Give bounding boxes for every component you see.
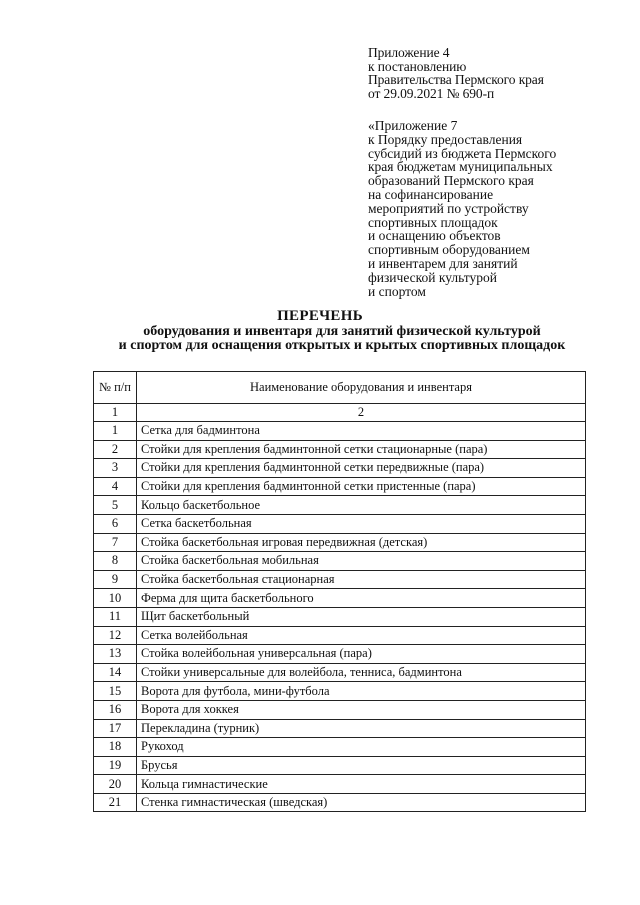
annex-line: Приложение 4	[368, 45, 450, 60]
annex7-line: «Приложение 7	[368, 118, 458, 133]
row-equipment-name: Сетка баскетбольная	[137, 514, 586, 533]
row-number: 7	[94, 533, 137, 552]
row-number: 2	[94, 440, 137, 459]
annex7-line: и спортом	[368, 283, 426, 299]
annex-line: от 29.09.2021 № 690-п	[368, 85, 495, 101]
row-number: 8	[94, 552, 137, 571]
table-row	[94, 663, 586, 682]
row-number: 11	[94, 607, 137, 626]
table-row	[94, 422, 586, 441]
row-equipment-name: Стойка баскетбольная стационарная	[137, 570, 586, 589]
row-number: 17	[94, 719, 137, 738]
column-numbering-row	[94, 404, 586, 422]
annex7-line: на софинансирование	[368, 186, 494, 202]
column-header-number: № п/п	[94, 372, 137, 404]
table-row	[94, 775, 586, 794]
row-number: 15	[94, 682, 137, 701]
column-header-name: Наименование оборудования и инвентаря	[137, 372, 586, 404]
column-number-1: 1	[94, 404, 137, 422]
table-row	[94, 719, 586, 738]
row-equipment-name: Брусья	[137, 756, 586, 775]
row-equipment-name: Ворота для хоккея	[137, 700, 586, 719]
table-row	[94, 793, 586, 812]
annex7-line: спортивным оборудованием	[368, 242, 530, 258]
annex7-line: спортивных площадок	[368, 214, 498, 230]
row-equipment-name: Стойка баскетбольная мобильная	[137, 552, 586, 571]
table-row	[94, 570, 586, 589]
row-equipment-name: Стойка баскетбольная игровая передвижная (детская)	[137, 533, 586, 552]
annex7-line: мероприятий по устройству	[368, 200, 529, 216]
row-number: 18	[94, 738, 137, 757]
row-number: 20	[94, 775, 137, 794]
row-equipment-name: Перекладина (турник)	[137, 719, 586, 738]
document-title: ПЕРЕЧЕНЬ	[277, 308, 363, 324]
table-row	[94, 514, 586, 533]
table-row	[94, 533, 586, 552]
column-number-2: 2	[137, 404, 586, 422]
row-number: 3	[94, 459, 137, 478]
row-equipment-name: Сетка для бадминтона	[137, 422, 586, 441]
row-equipment-name: Сетка волейбольная	[137, 626, 586, 645]
table-row	[94, 756, 586, 775]
row-number: 1	[94, 422, 137, 441]
subtitle-line: и спортом для оснащения открытых и крытых спортивных площадок	[118, 338, 566, 353]
row-equipment-name: Стойка волейбольная универсальная (пара)	[137, 645, 586, 664]
row-number: 14	[94, 663, 137, 682]
table-row	[94, 607, 586, 626]
annex7-line: и оснащению объектов	[368, 228, 501, 244]
row-number: 6	[94, 514, 137, 533]
equipment-table	[93, 371, 586, 812]
table-row	[94, 626, 586, 645]
row-equipment-name: Ферма для щита баскетбольного	[137, 589, 586, 608]
row-number: 9	[94, 570, 137, 589]
table-row	[94, 477, 586, 496]
row-number: 10	[94, 589, 137, 608]
row-number: 5	[94, 496, 137, 515]
row-number: 21	[94, 793, 137, 812]
table-row	[94, 682, 586, 701]
row-equipment-name: Ворота для футбола, мини-футбола	[137, 682, 586, 701]
annex7-line: к Порядку предоставления	[368, 131, 523, 147]
annex7-line: края бюджетам муниципальных	[368, 159, 553, 175]
annex-line: Правительства Пермского края	[368, 72, 544, 87]
annex7-line: субсидий из бюджета Пермского	[368, 145, 557, 161]
table-row	[94, 440, 586, 459]
annex7-header	[368, 119, 556, 298]
annex7-line: и инвентарем для занятий	[368, 255, 518, 271]
row-equipment-name: Стенка гимнастическая (шведская)	[137, 793, 586, 812]
row-equipment-name: Стойки универсальные для волейбола, тенниса, бадминтона	[137, 663, 586, 682]
table-row	[94, 496, 586, 515]
row-equipment-name: Рукоход	[137, 738, 586, 757]
document-subtitle	[92, 325, 592, 353]
subtitle-line: оборудования и инвентаря для занятий физической культурой	[143, 324, 541, 339]
row-equipment-name: Кольцо баскетбольное	[137, 496, 586, 515]
annex-header	[368, 46, 544, 100]
row-number: 16	[94, 700, 137, 719]
annex-line: к постановлению	[368, 58, 467, 74]
row-number: 13	[94, 645, 137, 664]
table-row	[94, 700, 586, 719]
row-equipment-name: Кольца гимнастические	[137, 775, 586, 794]
row-equipment-name: Стойки для крепления бадминтонной сетки пристенные (пара)	[137, 477, 586, 496]
row-equipment-name: Стойки для крепления бадминтонной сетки стационарные (пара)	[137, 440, 586, 459]
table-row	[94, 645, 586, 664]
row-number: 12	[94, 626, 137, 645]
table-row	[94, 589, 586, 608]
table-row	[94, 552, 586, 571]
table-row	[94, 459, 586, 478]
table-row	[94, 738, 586, 757]
row-number: 19	[94, 756, 137, 775]
table-header-row	[94, 372, 586, 404]
row-equipment-name: Стойки для крепления бадминтонной сетки передвижные (пара)	[137, 459, 586, 478]
row-equipment-name: Щит баскетбольный	[137, 607, 586, 626]
row-number: 4	[94, 477, 137, 496]
annex7-line: образований Пермского края	[368, 173, 534, 189]
annex7-line: физической культурой	[368, 269, 497, 285]
